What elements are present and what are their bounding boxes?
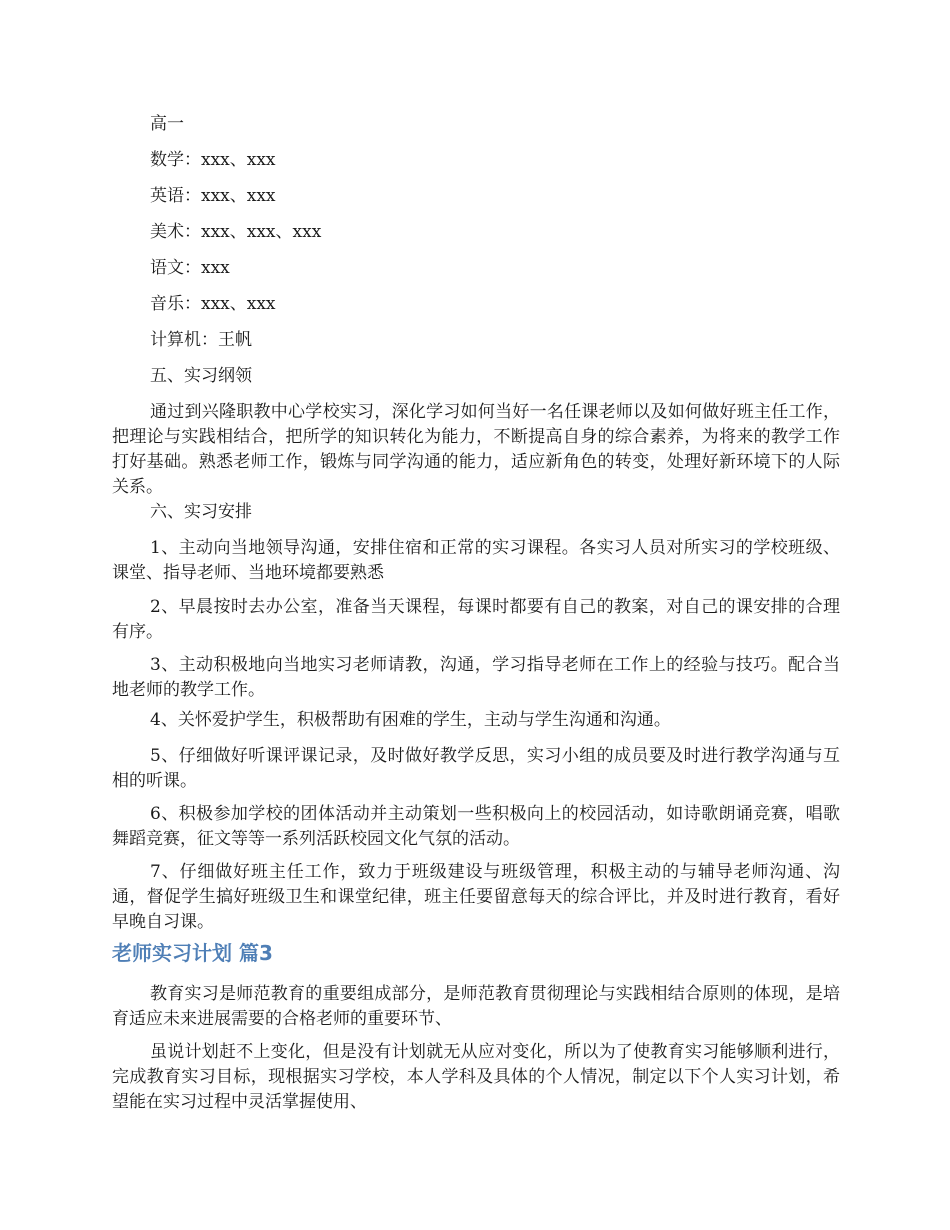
music-teachers: 音乐：xxx、xxx <box>150 294 276 314</box>
arrangement-item-6: 6、积极参加学校的团体活动并主动策划一些积极向上的校园活动，如诗歌朗诵竞赛，唱歌舞蹈竞赛，征文等等一系列活跃校园文化气氛的活动。 <box>112 804 840 849</box>
chinese-teachers: 语文：xxx <box>150 258 230 278</box>
plan-paragraph: 虽说计划赶不上变化，但是没有计划就无从应对变化，所以为了使教育实习能够顺利进行，完成教育实习目标，现根据实习学校，本人学科及具体的个人情况，制定以下个人实习计划，希望能在实习过程中灵活掌握使用、 <box>112 1042 840 1112</box>
arrangement-item-1: 1、主动向当地领导沟通，安排住宿和正常的实习课程。各实习人员对所实习的学校班级、课堂、指导老师、当地环境都要熟悉 <box>112 538 840 583</box>
arrangement-item-7: 7、仔细做好班主任工作，致力于班级建设与班级管理，积极主动的与辅导老师沟通、沟通，督促学生搞好班级卫生和课堂纪律，班主任要留意每天的综合评比，并及时进行教育，看好早晚自习课。 <box>112 862 840 932</box>
arrangement-item-2: 2、早晨按时去办公室，准备当天课程，每课时都要有自己的教案，对自己的课安排的合理有序。 <box>112 597 840 642</box>
intro-paragraph: 教育实习是师范教育的重要组成部分，是师范教育贯彻理论与实践相结合原则的体现，是培育适应未来进展需要的合格老师的重要环节、 <box>112 984 840 1029</box>
art-teachers: 美术：xxx、xxx、xxx <box>150 222 322 242</box>
outline-paragraph: 通过到兴隆职教中心学校实习，深化学习如何当好一名任课老师以及如何做好班主任工作，把理论与实践相结合，把所学的知识转化为能力，不断提高自身的综合素养，为将来的教学工作打好基础。熟悉老师工作，锻炼与同学沟通的能力，适应新角色的转变，处理好新环境下的人际关系。 <box>112 402 840 497</box>
section-five-title: 五、实习纲领 <box>150 366 252 386</box>
arrangement-item-4: 4、关怀爱护学生，积极帮助有困难的学生，主动与学生沟通和沟通。 <box>150 710 671 730</box>
grade-label: 高一 <box>150 114 184 134</box>
math-teachers: 数学：xxx、xxx <box>150 150 276 170</box>
section-heading: 老师实习计划 篇3 <box>112 941 273 965</box>
section-six-title: 六、实习安排 <box>150 502 252 522</box>
arrangement-item-5: 5、仔细做好听课评课记录，及时做好教学反思，实习小组的成员要及时进行教学沟通与互相的听课。 <box>112 746 840 791</box>
english-teachers: 英语：xxx、xxx <box>150 186 276 206</box>
arrangement-item-3: 3、主动积极地向当地实习老师请教，沟通，学习指导老师在工作上的经验与技巧。配合当地老师的教学工作。 <box>112 655 840 700</box>
computer-teachers: 计算机：王帆 <box>150 330 252 350</box>
